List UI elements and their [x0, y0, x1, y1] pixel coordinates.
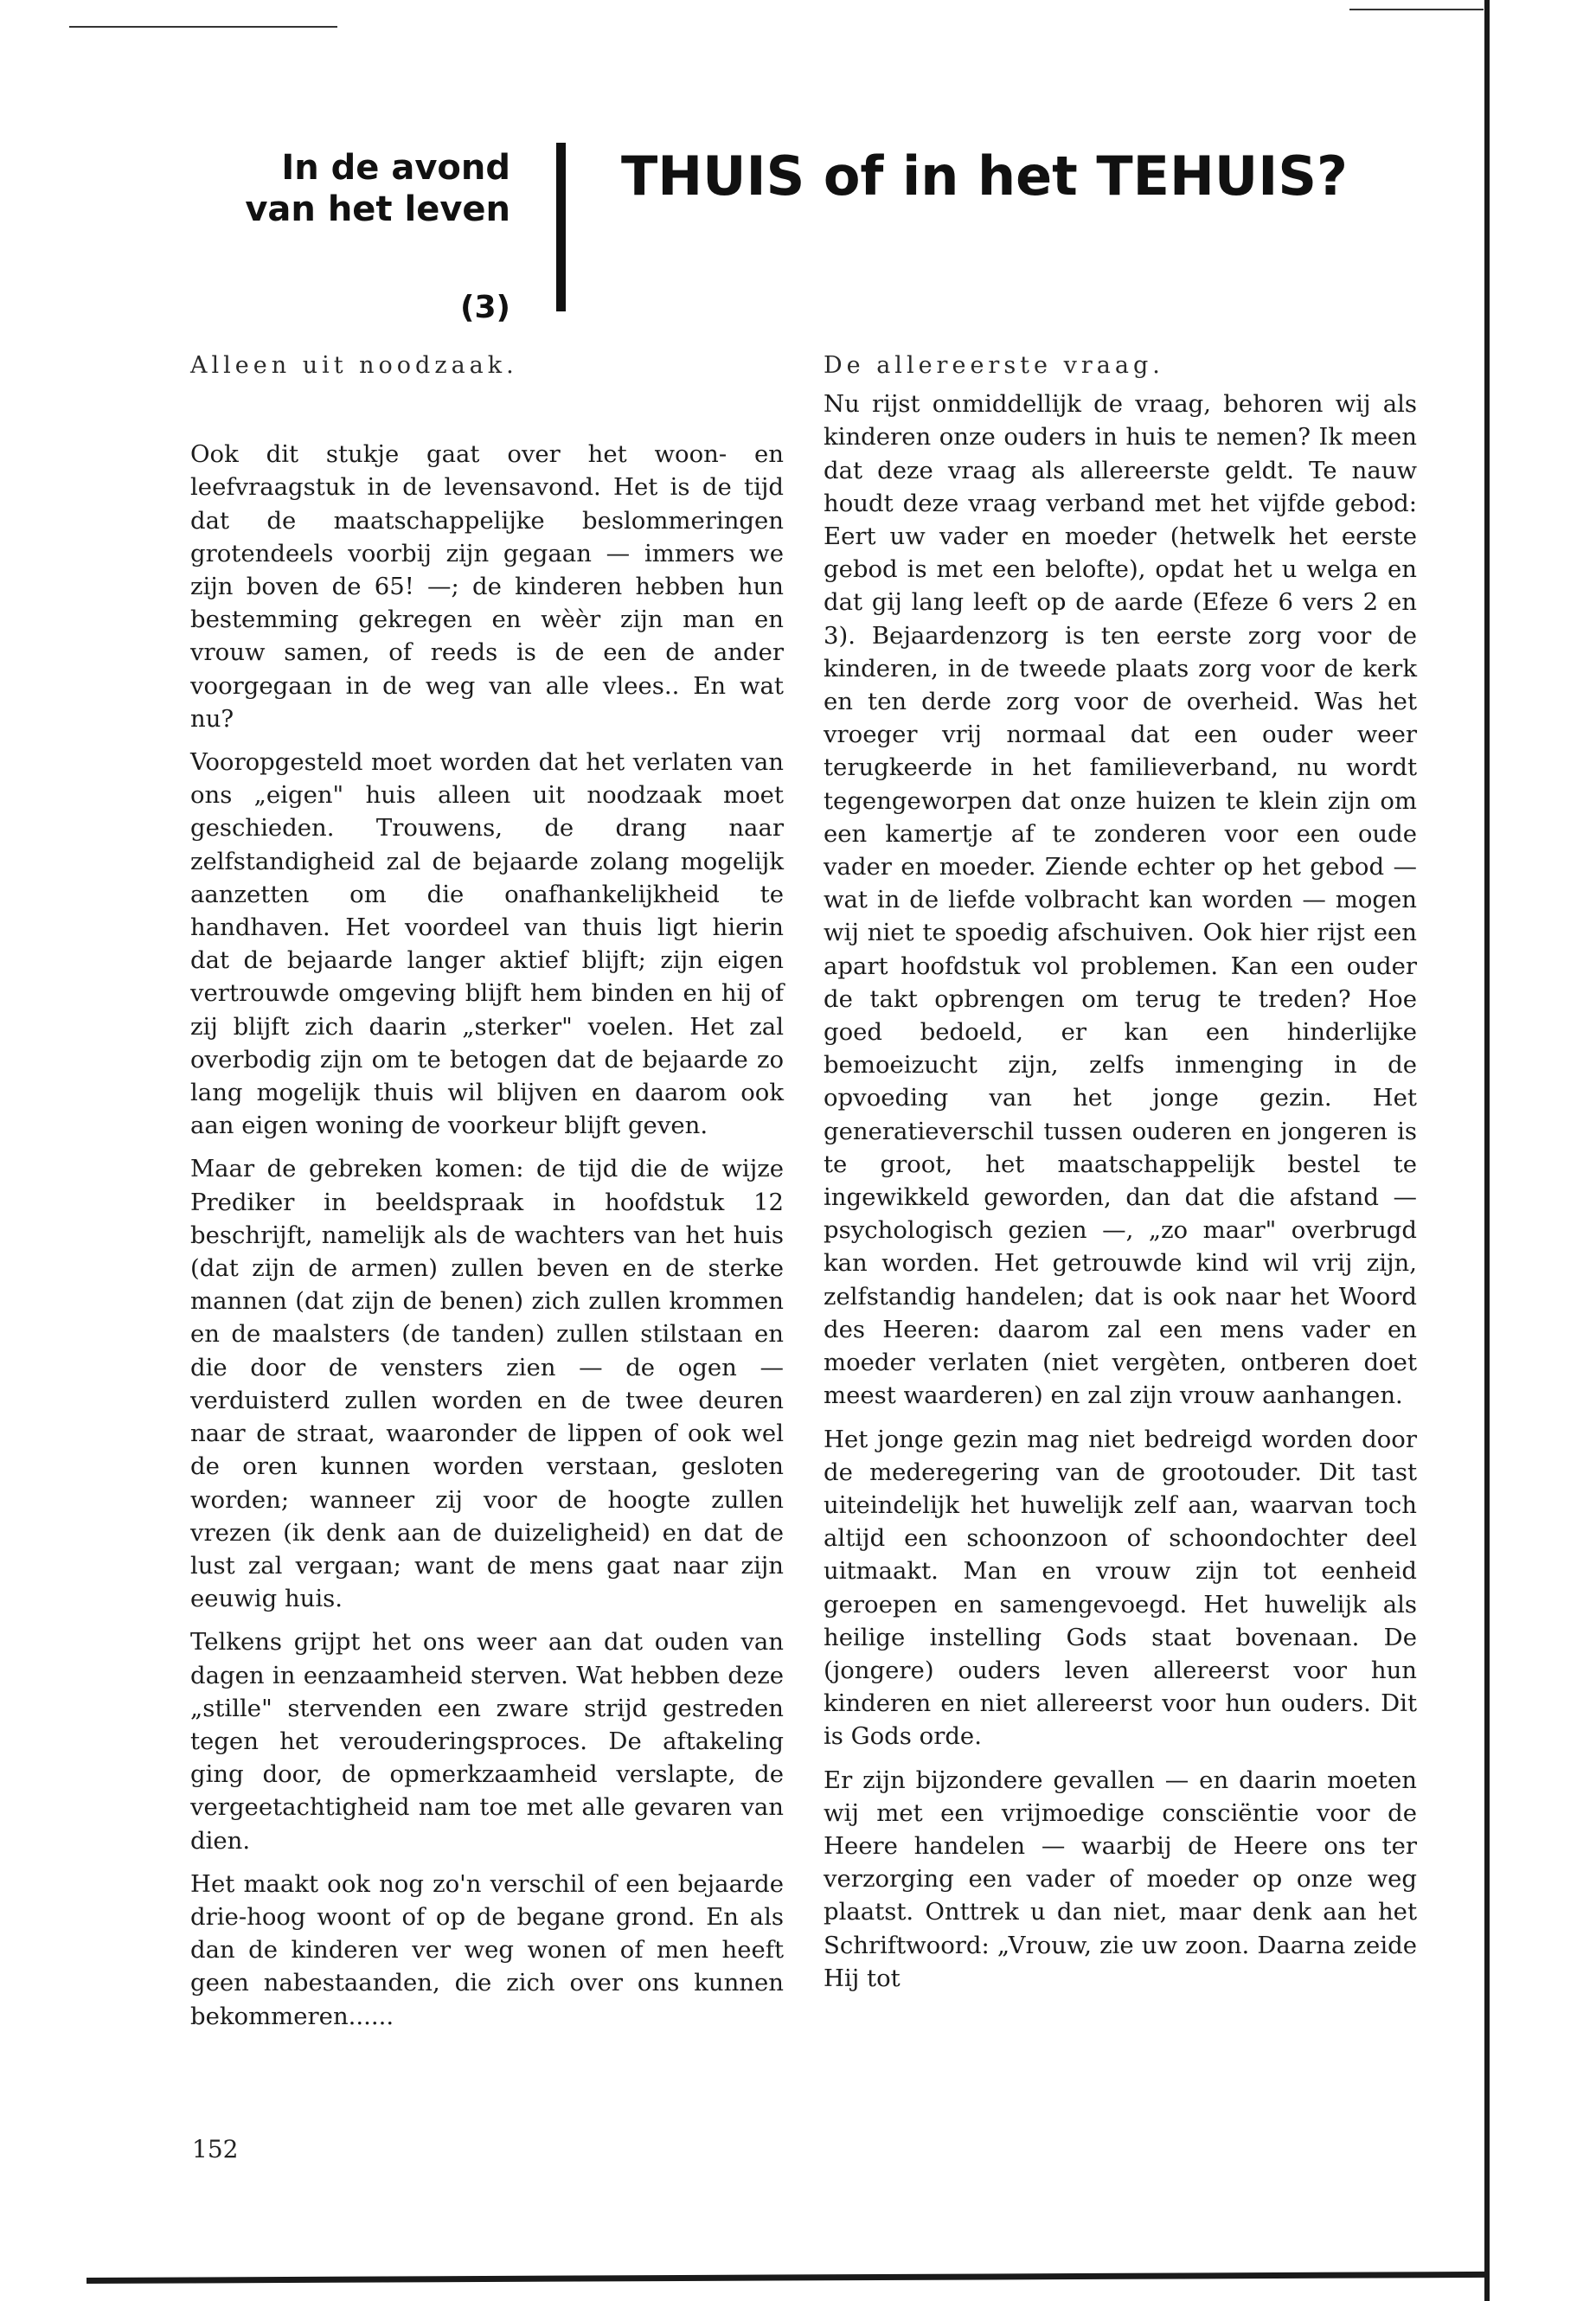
- top-rule-right: [1349, 9, 1484, 10]
- left-subheading: Alleen uit noodzaak.: [190, 352, 518, 379]
- right-paragraph-3: Er zijn bijzondere gevallen — en daarin moeten wij met een vrijmoedige consciëntie voor de Heere handelen — waarbij de Heere ons ter verzorging een vader of moeder op onze weg plaatst. Onttrek u dan niet, maar denk aan het Schriftwoord: „Vrouw, zie uw zoon. Daarna zeide Hij tot: [824, 1766, 1417, 1992]
- series-title: [216, 147, 510, 230]
- left-paragraph-2: Vooropgesteld moet worden dat het verlaten van ons „eigen" huis alleen uit noodzaak moet geschieden. Trouwens, de drang naar zelfstandigheid zal de bejaarde zolang mogelijk aanzetten om die onafhankelijkheid te handhaven. Het voordeel van thuis ligt hierin dat de bejaarde langer aktief blijft; zijn eigen vertrouwde omgeving blijft hem binden en hij of zij blijft zich daarin „sterker" voelen. Het zal overbodig zijn om te betogen dat de bejaarde zo lang mogelijk thuis wil blijven en daarom ook aan eigen woning de voorkeur blijft geven.: [190, 748, 784, 1140]
- page-number: 152: [192, 2135, 239, 2163]
- series-title-line1: In de avond: [281, 148, 510, 188]
- page-edge-right: [1484, 0, 1490, 2301]
- right-subheading: De allereerste vraag.: [824, 352, 1164, 379]
- right-paragraph-2: Het jonge gezin mag niet bedreigd worden door de mederegering van de grootouder. Dit tast uiteindelijk het huwelijk zelf aan, waarvan toch altijd een schoonzoon of schoondochter deel uitmaakt. Man en vrouw zijn tot eenheid geroepen en samengevoegd. Het huwelijk als heilige instelling Gods staat bovenaan. De (jongere) ouders leven allereerst voor hun kinderen en niet allereerst voor hun ouders. Dit is Gods orde.: [824, 1425, 1417, 1751]
- left-paragraph-1: Ook dit stukje gaat over het woon- en leefvraagstuk in de levensavond. Het is de tijd dat de maatschappelijke beslommeringen grotendeels voorbij zijn gegaan — immers we zijn boven de 65! —; de kinderen hebben hun bestemming gekregen en wèèr zijn man en vrouw samen, of reeds is de een de ander voorgegaan in de weg van alle vlees.. En wat nu?: [190, 440, 784, 733]
- page-edge-bottom: [87, 2272, 1490, 2284]
- top-rule-left: [69, 26, 337, 28]
- article-title: THUIS of in het TEHUIS?: [621, 144, 1348, 208]
- title-divider-bar: [556, 143, 566, 311]
- right-column: [824, 349, 1417, 2005]
- left-paragraph-3: Maar de gebreken komen: de tijd die de wijze Prediker in beeldspraak in hoofdstuk 12 beschrijft, namelijk als de wachters van het huis (dat zijn de armen) zullen beven en de sterke mannen (dat zijn de benen) zich zullen krommen en de maalsters (de tanden) zullen stilstaan en die door de vensters zien — de ogen — verduisterd zullen worden en de twee deuren naar de straat, waaronder de lippen of ook wel de oren kunnen worden verstaan, gesloten worden; wanneer zij voor de hoogte zullen vrezen (ik denk aan de duizeligheid) en dat de lust zal vergaan; want de mens gaat naar zijn eeuwig huis.: [190, 1155, 784, 1613]
- right-paragraph-1: Nu rijst onmiddellijk de vraag, behoren wij als kinderen onze ouders in huis te nemen? Ik meen dat deze vraag als allereerste geldt. Te nauw houdt deze vraag verband met het vijfde gebod: Eert uw vader en moeder (hetwelk het eerste gebod is met een belofte), opdat het u welga en dat gij lang leeft op de aarde (Efeze 6 vers 2 en 3). Bejaardenzorg is ten eerste zorg voor de kinderen, in de tweede plaats zorg voor de kerk en ten derde zorg voor de overheid. Was het vroeger vrij normaal dat een ouder weer terugkeerde in het familieverband, nu wordt tegengeworpen dat onze huizen te klein zijn om een kamertje af te zonderen voor een oude vader en moeder. Ziende echter op het gebod — wat in de liefde volbracht kan worden — mogen wij niet te spoedig afschuiven. Ook hier rijst een apart hoofdstuk vol problemen. Kan een ouder de takt opbrengen om terug te treden? Hoe goed bedoeld, er kan een hinderlijke bemoeizucht zijn, zelfs inmenging in de opvoeding van het jonge gezin. Het generatieverschil tussen ouderen en jongeren is te groot, het maatschappelijk bestel te ingewikkeld geworden, dan dat die afstand — psychologisch gezien —, „zo maar" overbrugd kan worden. Het getrouwde kind wil vrij zijn, zelfstandig handelen; dat is ook naar het Woord des Heeren: daarom zal een mens vader en moeder verlaten (niet vergèten, ontberen doet meest waarderen) en zal zijn vrouw aanhangen.: [824, 390, 1417, 1410]
- series-part: (3): [460, 290, 510, 325]
- left-column: [190, 349, 784, 2043]
- left-paragraph-5: Het maakt ook nog zo'n verschil of een bejaarde drie-hoog woont of op de begane grond. En als dan de kinderen ver weg wonen of men heeft geen nabestaanden, die zich over ons kunnen bekommeren......: [190, 1869, 784, 2030]
- series-title-line2: van het leven: [245, 189, 510, 229]
- left-paragraph-4: Telkens grijpt het ons weer aan dat ouden van dagen in eenzaamheid sterven. Wat hebben deze „stille" stervenden een zware strijd gestreden tegen het verouderingsproces. De aftakeling ging door, de opmerkzaamheid verslapte, de vergeetachtigheid nam toe met alle gevaren van dien.: [190, 1628, 784, 1855]
